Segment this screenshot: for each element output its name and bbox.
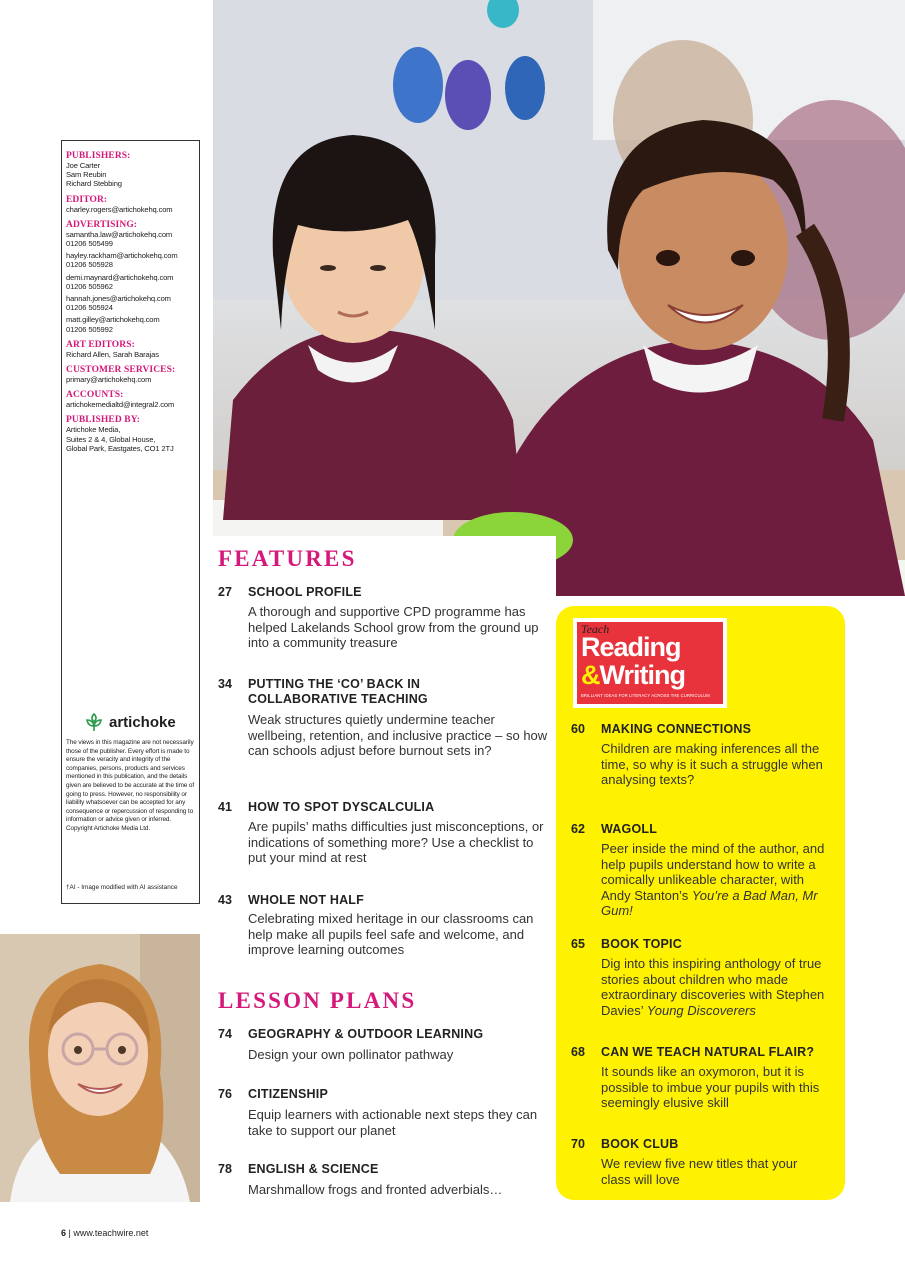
masthead-publishers [66,151,195,189]
feature-description: A thorough and supportive CPD programme has helped Lakelands School grow from the ground up into a community treasure [248,604,539,650]
teach-reading-writing-logo [573,618,727,708]
masthead-line: Richard Allen, Sarah Barajas [66,349,159,359]
logo-tagline: BRILLIANT IDEAS FOR LITERACY ACROSS THE CURRICULUM [581,693,710,698]
masthead-line: 01206 505928 [66,260,113,270]
masthead-line: 01206 505962 [66,281,113,291]
logo-writing-word: Writing [599,660,685,690]
masthead-line: matt.gilley@artichokehq.com [66,315,160,325]
rw-book-title: You’re a Bad Man, Mr Gum! [601,887,818,918]
masthead-heading: ADVERTISING: [66,219,138,230]
rw-book-title: Young Discoverers [646,1002,756,1018]
rw-title: MAKING CONNECTIONS [601,722,752,736]
features-title: FEATURES [218,546,357,571]
masthead-heading: PUBLISHED BY: [66,415,141,426]
page-number: 62 [571,822,585,836]
rw-description: Children are making inferences all the time, so why is it such a struggle when analysing texts? [601,741,823,787]
disclaimer-text: The views in this magazine are not necessarily those of the publisher. Every effort is made to ensure the veracity and integrity of the companies, persons, products and services mentioned in this publication, and the details given are believed to be accurate at the time of going to press. However, no responsibility or liability whatsoever can be accepted for any consequence or repercussion of responding to information or advice given or inferred. Copyright Artichoke Media Ltd. [66,739,195,832]
rw-title: BOOK CLUB [601,1137,679,1151]
masthead-advertising [66,220,195,334]
feature-description: Celebrating mixed heritage in our classrooms can help make all pupils feel safe and welcome, and improve learning outcomes [248,911,534,957]
rw-description [601,956,826,1018]
masthead-heading: EDITOR: [66,194,108,205]
masthead-heading: PUBLISHERS: [66,151,131,161]
page-number: 41 [218,800,232,814]
rw-title: BOOK TOPIC [601,937,682,951]
feature-description: Weak structures quietly undermine teacher wellbeing, retention, and inclusive practice – so how can schools adjust before burnout sets in? [248,712,548,758]
masthead-line: 01206 505992 [66,324,113,334]
masthead-line: Richard Stebbing [66,179,122,189]
lesson-description: Design your own pollinator pathway [248,1047,454,1062]
feature-title: SCHOOL PROFILE [248,585,362,599]
masthead-customer-services [66,365,195,384]
rw-title: CAN WE TEACH NATURAL FLAIR? [601,1045,815,1059]
masthead-editor [66,195,195,214]
masthead-line: 01206 505499 [66,239,113,249]
page-number: 68 [571,1045,585,1059]
masthead-heading: CUSTOMER SERVICES: [66,365,176,376]
page-number: 74 [218,1027,232,1041]
footer-separator: | [66,1228,74,1238]
logo-writing [581,660,685,690]
page-number: 70 [571,1137,585,1151]
lesson-description: Equip learners with actionable next steps they can take to support our planet [248,1107,538,1138]
page-number: 76 [218,1087,232,1101]
rw-description: We review five new titles that your class will love [601,1156,798,1187]
artichoke-logo-text: artichoke [109,713,176,731]
ai-image-note: †AI - Image modified with AI assistance [66,884,178,891]
masthead-heading: ACCOUNTS: [66,390,124,401]
page-number: 34 [218,677,232,691]
rw-description: It sounds like an oxymoron, but it is possible to imbue your pupils with this seemingly elusive skill [601,1064,820,1110]
masthead-line: Sam Reubin [66,170,107,180]
hero-photo-illustration [213,0,905,596]
logo-reading: Reading [581,632,681,662]
lesson-title: CITIZENSHIP [248,1087,328,1101]
footer-url[interactable]: www.teachwire.net [73,1228,149,1238]
lesson-plans-title: LESSON PLANS [218,988,417,1013]
footer-page-number: 6 [61,1228,67,1238]
page-number: 78 [218,1162,232,1176]
masthead-line: demi.maynard@artichokehq.com [66,272,174,282]
masthead-published-by [66,415,195,453]
reading-writing-panel [556,606,845,1200]
girl-photo-illustration [0,934,200,1202]
page-number: 27 [218,585,232,599]
feature-title: HOW TO SPOT DYSCALCULIA [248,800,435,814]
masthead-art-editors [66,340,195,359]
logo-ampersand: & [581,660,600,690]
lesson-title: GEOGRAPHY & OUTDOOR LEARNING [248,1027,484,1041]
logo-teach: Teach [581,622,610,636]
feature-title: PUTTING THE ‘CO’ BACK IN COLLABORATIVE TEACHING [248,677,428,706]
rw-description-text: Peer inside the mind of the author, and help pupils understand how to write a comically unlikeable character, with Andy Stanton’s [601,841,825,903]
masthead-line: samantha.law@artichokehq.com [66,229,173,239]
masthead-line: Joe Carter [66,161,100,170]
lesson-title: ENGLISH & SCIENCE [248,1162,379,1176]
feature-title: WHOLE NOT HALF [248,893,364,907]
rw-title: WAGOLL [601,822,658,836]
page-number: 65 [571,937,585,951]
lesson-description: Marshmallow frogs and fronted adverbials… [248,1182,503,1197]
masthead-line: charley.rogers@artichokehq.com [66,204,173,214]
masthead-line: 01206 505924 [66,303,113,313]
rw-description-text: Dig into this inspiring anthology of true stories about children who made extraordinary discoveries with Stephen Davies’ [601,956,825,1018]
logo-badge [577,622,723,704]
masthead-line: hayley.rackham@artichokehq.com [66,251,178,261]
masthead-line: artichokemedialtd@integral2.com [66,400,175,410]
hero-photo [213,0,905,596]
page-number: 60 [571,722,585,736]
masthead-line: Suites 2 & 4, Global House, [66,434,156,444]
artichoke-logo [84,712,176,732]
rw-description [601,841,826,919]
masthead-accounts [66,390,195,409]
page-footer [61,1228,148,1238]
girl-photo [0,934,200,1202]
masthead-heading: ART EDITORS: [66,339,135,350]
artichoke-icon [84,712,104,732]
masthead-line: hannah.jones@artichokehq.com [66,294,171,304]
masthead-line: Artichoke Media, [66,425,121,435]
masthead-box [61,140,200,904]
feature-description: Are pupils’ maths difficulties just misconceptions, or indications of something more? Use a checklist to put your mind at rest [248,819,544,865]
masthead-line: primary@artichokehq.com [66,375,152,385]
page-number: 43 [218,893,232,907]
masthead-line: Global Park, Eastgates, CO1 2TJ [66,443,174,453]
